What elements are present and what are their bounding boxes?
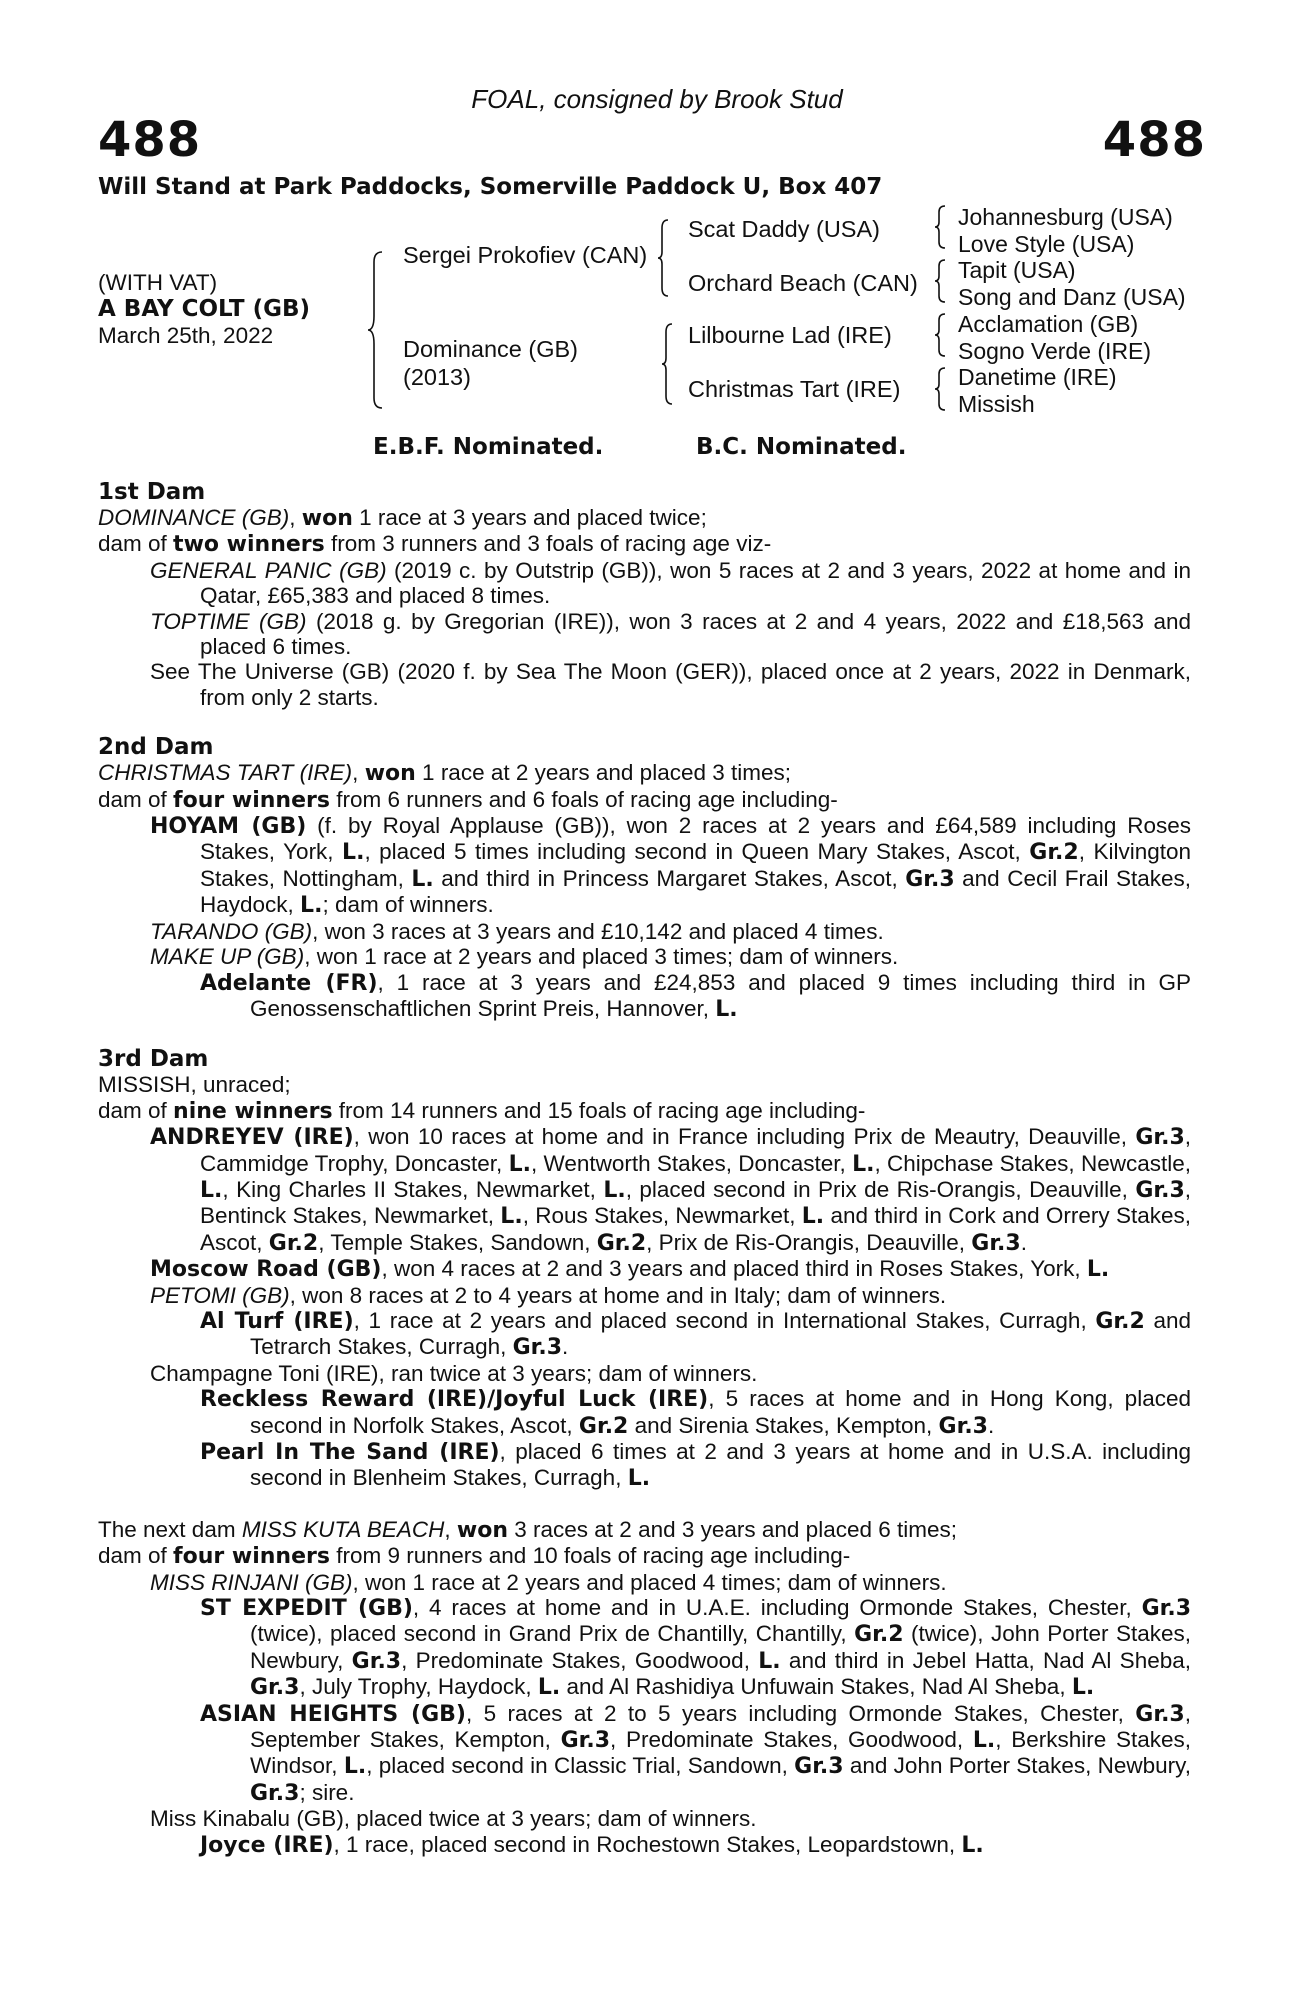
- entry-text: Champagne Toni (IRE), ran twice at 3 years; dam of winners.: [150, 1360, 758, 1386]
- dam-summary-line: [98, 760, 1191, 786]
- consignor-line: FOAL, consigned by Brook Stud: [471, 84, 843, 114]
- race-grade: Gr.2: [268, 1230, 319, 1256]
- entry-text: from 9 runners and 10 foals of racing age including-: [329, 1543, 851, 1569]
- race-grade: Gr.2: [1095, 1308, 1145, 1334]
- produce-entry: [98, 1124, 1191, 1256]
- bold-text: four winners: [173, 1544, 330, 1570]
- dam-summary-line: [98, 1098, 1191, 1124]
- section-heading: 1st Dam: [98, 479, 206, 505]
- entry-text: , placed 6 times at 2 and 3 years at home and in U.S.A. including second in Blenheim Stakes, Curragh,: [250, 1439, 1191, 1491]
- entry-text: , Chipchase Stakes, Newcastle,: [874, 1150, 1191, 1176]
- sd-bracket: [935, 258, 949, 304]
- ds-dam: Sogno Verde (IRE): [958, 338, 1152, 364]
- dd-dam: Missish: [958, 391, 1035, 417]
- bold-text: won: [301, 506, 353, 531]
- bold-text: Adelante (FR): [200, 970, 378, 996]
- entry-text: ; sire.: [299, 1779, 355, 1805]
- ss-bracket: [935, 204, 949, 250]
- stand-info: Will Stand at Park Paddocks, Somerville Paddock U, Box 407: [98, 174, 883, 200]
- entry-text: ,: [289, 505, 302, 530]
- italic-horse-name: MAKE UP (GB): [150, 944, 305, 970]
- entry-text: , Kilvington Stakes, Nottingham,: [200, 839, 1192, 891]
- sd-dam: Song and Danz (USA): [958, 284, 1186, 310]
- entry-text: dam of: [98, 531, 174, 557]
- entry-text: and third in Cork and Orrery Stakes, Ascot,: [200, 1203, 1191, 1255]
- race-grade: L.: [758, 1648, 781, 1674]
- entry-text: , Bentinck Stakes, Newmarket,: [200, 1176, 1192, 1229]
- race-grade: L.: [961, 1832, 984, 1858]
- race-grade: L.: [627, 1466, 651, 1492]
- italic-horse-name: MISS RINJANI (GB): [150, 1569, 353, 1595]
- italic-horse-name: GENERAL PANIC (GB): [150, 557, 387, 583]
- ss-dam: Love Style (USA): [958, 231, 1135, 257]
- ds-bracket: [935, 312, 949, 358]
- entry-text: Miss Kinabalu (GB), placed twice at 3 years; dam of winners.: [150, 1806, 757, 1832]
- produce-entry: [98, 1256, 1191, 1282]
- ds-sire: Acclamation (GB): [958, 311, 1139, 337]
- dam-sire: Lilbourne Lad (IRE): [688, 322, 892, 348]
- entry-text: , placed 5 times including second in Queen Mary Stakes, Ascot,: [364, 839, 1030, 865]
- race-grade: Gr.2: [596, 1230, 647, 1256]
- bold-text: four winners: [173, 787, 330, 813]
- race-grade: Gr.3: [1141, 1596, 1191, 1622]
- produce-entry: [98, 919, 1191, 944]
- italic-horse-name: PETOMI (GB): [150, 1282, 290, 1308]
- entry-text: ,: [352, 760, 365, 786]
- produce-entry: [98, 1283, 1191, 1308]
- entry-text: , Temple Stakes, Sandown,: [318, 1229, 597, 1255]
- race-grade: L.: [852, 1151, 875, 1177]
- italic-horse-name: DOMINANCE (GB): [98, 505, 290, 530]
- race-grade: Gr.2: [578, 1413, 629, 1439]
- section-gap: [98, 1022, 1191, 1047]
- bold-text: Pearl In The Sand (IRE): [200, 1440, 500, 1465]
- lot-number-left: 488: [98, 112, 202, 168]
- bold-text: Al Turf (IRE): [200, 1308, 354, 1334]
- race-grade: L.: [537, 1675, 561, 1701]
- entry-text: and John Porter Stakes, Newbury,: [843, 1753, 1191, 1779]
- race-grade: L.: [411, 866, 434, 892]
- entry-text: .: [1020, 1229, 1027, 1255]
- sire-sire: Scat Daddy (USA): [688, 216, 880, 242]
- entry-text: , won 10 races at home and in France including Prix de Meautry, Deauville,: [353, 1124, 1136, 1150]
- race-grade: Gr.3: [971, 1230, 1021, 1256]
- section-1st-dam: [98, 480, 1191, 710]
- produce-entry: [98, 1570, 1191, 1595]
- entry-text: , won 3 races at 3 years and £10,142 and placed 4 times.: [312, 918, 884, 944]
- entry-text: , won 8 races at 2 to 4 years at home and in Italy; dam of winners.: [289, 1282, 947, 1308]
- produce-entry: [98, 944, 1191, 969]
- entry-text: , 1 race at 2 years and placed second in International Stakes, Curragh,: [353, 1307, 1096, 1333]
- entry-text: and Al Rashidiya Unfuwain Stakes, Nad Al Sheba,: [560, 1674, 1072, 1700]
- entry-text: , Cammidge Trophy, Doncaster,: [200, 1124, 1192, 1176]
- race-grade: L.: [500, 1204, 523, 1230]
- entry-text: from 3 runners and 3 foals of racing age viz-: [324, 531, 772, 557]
- vat-note: (WITH VAT): [98, 270, 218, 295]
- entry-text: (twice), John Porter Stakes, Newbury,: [250, 1621, 1191, 1673]
- entry-text: The next dam: [98, 1516, 242, 1542]
- grand-produce-entry: [98, 1386, 1191, 1439]
- race-grade: Gr.3: [905, 866, 955, 892]
- entry-text: dam of: [98, 786, 174, 812]
- entry-text: dam of: [98, 1097, 174, 1123]
- entry-text: , King Charles II Stakes, Newmarket,: [222, 1176, 604, 1202]
- grand-produce-entry: [98, 970, 1191, 1023]
- entry-text: dam of: [98, 1543, 174, 1569]
- section-2nd-dam: [98, 735, 1191, 1022]
- entry-text: , Prix de Ris-Orangis, Deauville,: [646, 1229, 972, 1255]
- entry-text: , Predominate Stakes, Goodwood,: [610, 1727, 973, 1753]
- section-gap: [98, 710, 1191, 735]
- entry-text: , 5 races at home and in Hong Kong, placed second in Norfolk Stakes, Ascot,: [250, 1386, 1191, 1438]
- entry-text: MISSISH, unraced;: [98, 1072, 291, 1098]
- race-grade: Gr.3: [560, 1728, 611, 1754]
- entry-text: (2019 c. by Outstrip (GB)), won 5 races at 2 and 3 years, 2022 at home and in Qatar, £65,383 and placed 8 times.: [200, 557, 1191, 609]
- lot-title: A BAY COLT (GB): [98, 296, 311, 322]
- race-grade: Gr.3: [938, 1413, 988, 1439]
- entry-text: , Berkshire Stakes, Windsor,: [250, 1727, 1191, 1779]
- entry-text: .: [987, 1412, 995, 1438]
- bold-text: Moscow Road (GB): [150, 1257, 382, 1283]
- race-grade: Gr.3: [250, 1780, 300, 1806]
- race-grade: L.: [200, 1177, 223, 1203]
- entry-text: , September Stakes, Kempton,: [250, 1700, 1191, 1753]
- race-grade: L.: [972, 1728, 996, 1754]
- race-grade: Gr.3: [351, 1648, 402, 1674]
- entry-text: , 1 race, placed second in Rochestown Stakes, Leopardstown,: [333, 1831, 962, 1857]
- grand-produce-entry: [98, 1832, 1191, 1858]
- pedigree-bracket-main: [368, 250, 388, 410]
- race-grade: L.: [300, 893, 323, 919]
- race-grade: L.: [342, 840, 365, 866]
- dd-bracket: [935, 366, 949, 412]
- bold-text: nine winners: [173, 1098, 333, 1124]
- entry-text: from 6 runners and 6 foals of racing age including-: [329, 786, 838, 812]
- bold-text: ASIAN HEIGHTS (GB): [200, 1701, 466, 1727]
- entry-text: , 4 races at home and in U.A.E. including Ormonde Stakes, Chester,: [412, 1595, 1142, 1621]
- race-grade: Gr.3: [1135, 1125, 1185, 1151]
- dam-summary-line: [98, 1072, 1191, 1097]
- entry-text: and third in Princess Margaret Stakes, Ascot,: [433, 865, 906, 891]
- grand-produce-entry: [98, 1701, 1191, 1807]
- race-grade: Gr.2: [854, 1622, 904, 1648]
- entry-text: , July Trophy, Haydock,: [299, 1674, 538, 1700]
- entry-text: , won 1 race at 2 years and placed 4 times; dam of winners.: [352, 1569, 947, 1595]
- bold-text: ST EXPEDIT (GB): [200, 1596, 413, 1622]
- dam-summary-line: [98, 505, 1191, 531]
- dam-summary-line: [98, 1543, 1191, 1569]
- race-grade: Gr.2: [1029, 840, 1079, 866]
- entry-text: (f. by Royal Applause (GB)), won 2 races at 2 years and £64,589 including Roses Stakes, York,: [200, 813, 1191, 865]
- entry-text: and Sirenia Stakes, Kempton,: [628, 1412, 939, 1438]
- bold-text: won: [364, 761, 416, 787]
- race-grade: Gr.3: [794, 1754, 844, 1780]
- entry-text: 1 race at 3 years and placed twice;: [352, 505, 707, 530]
- entry-text: 3 races at 2 and 3 years and placed 6 times;: [508, 1516, 958, 1542]
- sire-name: Sergei Prokofiev (CAN): [403, 242, 648, 268]
- produce-entry: [98, 609, 1191, 660]
- grand-produce-entry: [98, 1439, 1191, 1492]
- produce-entry: [98, 813, 1191, 919]
- entry-text: (twice), placed second in Grand Prix de Chantilly, Chantilly,: [250, 1621, 855, 1647]
- grand-produce-entry: [98, 1308, 1191, 1361]
- dam-year: (2013): [403, 364, 471, 390]
- entry-text: from 14 runners and 15 foals of racing age including-: [332, 1097, 866, 1123]
- produce-entry: [98, 659, 1191, 710]
- entry-text: ,: [444, 1516, 457, 1542]
- section-gap: [98, 1492, 1191, 1517]
- produce-record: [98, 480, 1191, 1858]
- sire-bracket: [658, 218, 674, 298]
- entry-text: and Cecil Frail Stakes, Haydock,: [200, 865, 1191, 918]
- lot-number-right: 488: [1102, 112, 1206, 168]
- entry-text: , won 4 races at 2 and 3 years and placed third in Roses Stakes, York,: [381, 1256, 1087, 1282]
- dd-sire: Danetime (IRE): [958, 364, 1117, 390]
- race-grade: Gr.3: [512, 1335, 563, 1361]
- section-heading: 2nd Dam: [98, 734, 214, 761]
- italic-horse-name: TARANDO (GB): [150, 918, 313, 944]
- ebf-nomination: E.B.F. Nominated.: [373, 434, 604, 460]
- race-grade: Gr.3: [250, 1675, 300, 1701]
- entry-text: (2018 g. by Gregorian (IRE)), won 3 races at 2 and 4 years, 2022 and £18,563 and placed 6 times.: [200, 608, 1191, 660]
- race-grade: L.: [508, 1151, 531, 1177]
- race-grade: Gr.3: [1135, 1701, 1185, 1727]
- entry-text: 1 race at 2 years and placed 3 times;: [415, 760, 792, 786]
- produce-entry: [98, 1806, 1191, 1831]
- race-grade: L.: [343, 1754, 367, 1780]
- entry-text: , won 1 race at 2 years and placed 3 times; dam of winners.: [304, 944, 899, 970]
- bold-text: won: [456, 1517, 508, 1543]
- entry-text: ; dam of winners.: [322, 892, 494, 918]
- dam-name: Dominance (GB): [403, 336, 578, 362]
- italic-horse-name: CHRISTMAS TART (IRE): [98, 760, 353, 786]
- foaling-date: March 25th, 2022: [98, 323, 274, 348]
- bold-text: HOYAM (GB): [150, 814, 307, 840]
- entry-text: , Wentworth Stakes, Doncaster,: [530, 1150, 853, 1176]
- dam-summary-line: [98, 531, 1191, 557]
- dam-bracket: [662, 322, 678, 406]
- race-grade: L.: [801, 1204, 825, 1230]
- entry-text: , 5 races at 2 to 5 years including Ormonde Stakes, Chester,: [465, 1700, 1136, 1726]
- dam-summary-line: [98, 787, 1191, 813]
- bold-text: Reckless Reward (IRE)/Joyful Luck (IRE): [200, 1387, 709, 1413]
- entry-text: See The Universe (GB) (2020 f. by Sea The Moon (GER)), placed once at 2 years, 2022 in Denmark, from only 2 starts.: [150, 659, 1191, 710]
- dam-summary-line: [98, 1517, 1191, 1543]
- sire-dam: Orchard Beach (CAN): [688, 270, 918, 296]
- entry-text: .: [562, 1334, 569, 1360]
- race-grade: L.: [603, 1177, 626, 1203]
- sd-sire: Tapit (USA): [958, 257, 1076, 283]
- section-heading: 3rd Dam: [98, 1046, 209, 1073]
- grand-produce-entry: [98, 1595, 1191, 1701]
- italic-horse-name: MISS KUTA BEACH: [241, 1516, 445, 1542]
- entry-text: and third in Jebel Hatta, Nad Al Sheba,: [780, 1647, 1191, 1673]
- bold-text: two winners: [173, 532, 325, 558]
- race-grade: L.: [715, 996, 738, 1022]
- produce-entry: [98, 558, 1191, 609]
- entry-text: , 1 race at 3 years and £24,853 and placed 9 times including third in GP Genossenschaftlichen Sprint Preis, Hannover,: [250, 969, 1191, 1021]
- dam-dam: Christmas Tart (IRE): [688, 376, 901, 402]
- bc-nomination: B.C. Nominated.: [696, 434, 907, 460]
- entry-text: , placed second in Classic Trial, Sandown,: [366, 1753, 795, 1779]
- produce-entry: [98, 1361, 1191, 1386]
- race-grade: Gr.3: [1135, 1177, 1185, 1203]
- race-grade: L.: [1086, 1257, 1110, 1283]
- entry-text: , Predominate Stakes, Goodwood,: [401, 1647, 759, 1673]
- ss-sire: Johannesburg (USA): [958, 204, 1173, 230]
- bold-text: ANDREYEV (IRE): [150, 1125, 354, 1151]
- entry-text: , placed second in Prix de Ris-Orangis, Deauville,: [625, 1176, 1136, 1202]
- section-next-dam: [98, 1517, 1191, 1858]
- italic-horse-name: TOPTIME (GB): [150, 608, 307, 634]
- race-grade: L.: [1071, 1675, 1095, 1701]
- bold-text: Joyce (IRE): [200, 1832, 334, 1858]
- section-3rd-dam: [98, 1047, 1191, 1492]
- entry-text: and Tetrarch Stakes, Curragh,: [250, 1307, 1191, 1360]
- entry-text: , Rous Stakes, Newmarket,: [522, 1203, 802, 1229]
